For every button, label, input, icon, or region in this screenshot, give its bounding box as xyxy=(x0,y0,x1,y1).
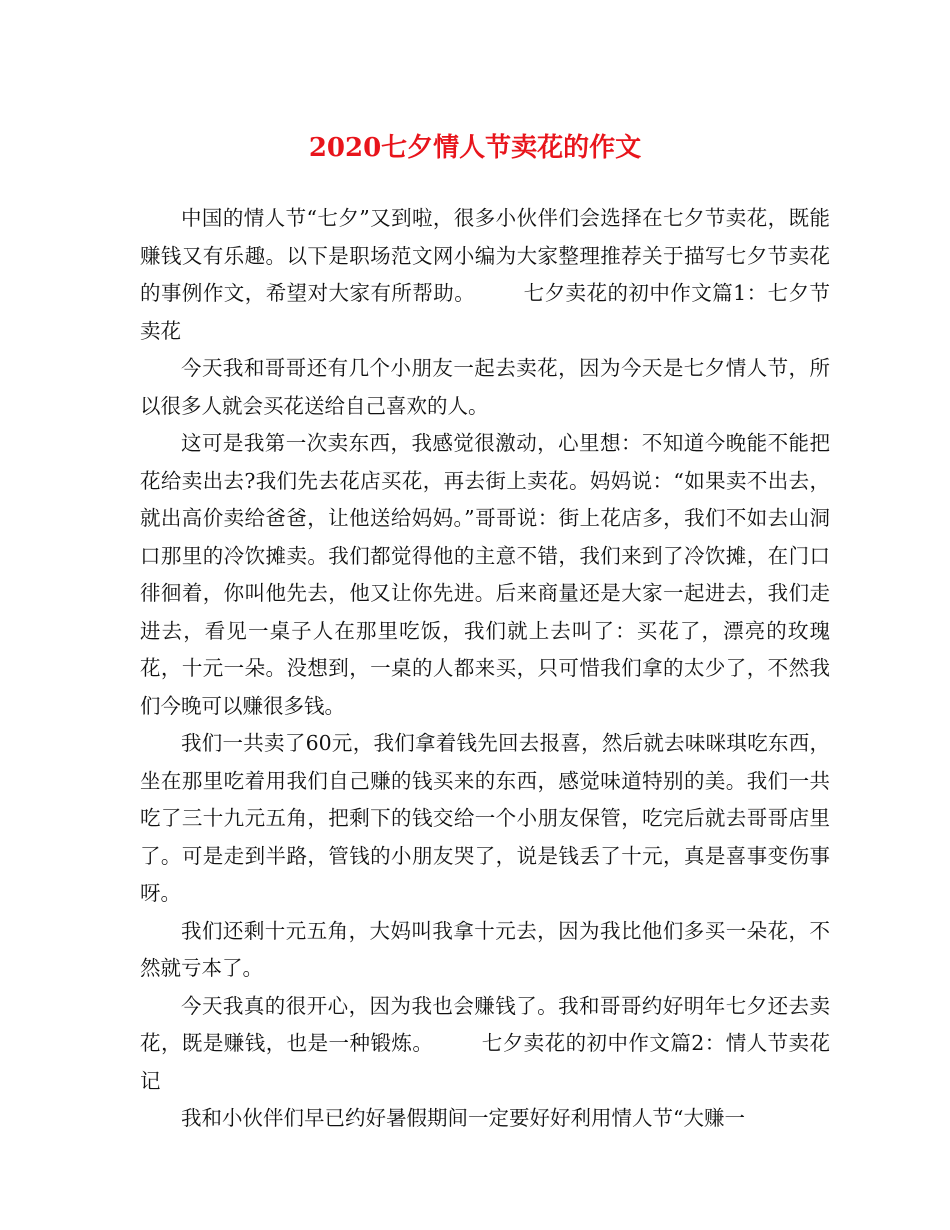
paragraph-text: 我和小伙伴们早已约好暑假期间一定要好好利用情人节“大赚一 xyxy=(181,1106,745,1130)
section-heading: 七夕卖花的初中作文篇1：七夕节卖花 xyxy=(140,281,830,343)
paragraph-text: 我们还剩十元五角，大妈叫我拿十元去，因为我比他们多买一朵花，不然就亏本了。 xyxy=(140,918,830,980)
paragraph xyxy=(140,350,830,425)
paragraph-text: 这可是我第一次卖东西，我感觉很激动，心里想：不知道今晚能不能把花给卖出去?我们先去花店买花，再去街上卖花。妈妈说：“如果卖不出去，就出高价卖给爸爸，让他送给妈妈。”哥哥说：街上花店多，我们不如去山洞口那里的冷饮摊卖。我们都觉得他的主意不错，我们来到了冷饮摊，在门口徘徊着，你叫他先去，他又让你先进。后来商量还是大家一起进去，我们走进去，看见一桌子人在那里吃饭，我们就上去叫了：买花了，漂亮的玫瑰花，十元一朵。没想到，一桌的人都来买，只可惜我们拿的太少了，不然我们今晚可以赚很多钱。 xyxy=(140,431,830,718)
paragraph xyxy=(140,988,830,1101)
section-heading: 七夕卖花的初中作文篇2：情人节卖花记 xyxy=(140,1031,831,1093)
paragraph-text: 我们一共卖了60元，我们拿着钱先回去报喜，然后就去味咪琪吃东西，坐在那里吃着用我们自己赚的钱买来的东西，感觉味道特别的美。我们一共吃了三十九元五角，把剩下的钱交给一个小朋友保管，吃完后就去哥哥店里了。可是走到半路，管钱的小朋友哭了，说是钱丢了十元，真是喜事变伤事呀。 xyxy=(140,731,830,905)
paragraph-text: 今天我和哥哥还有几个小朋友一起去卖花，因为今天是七夕情人节，所以很多人就会买花送给自己喜欢的人。 xyxy=(140,356,830,418)
paragraph xyxy=(140,725,830,913)
paragraph-text: 中国的情人节“七夕”又到啦，很多小伙伴们会选择在七夕节卖花，既能赚钱又有乐趣。以下是职场范文网小编为大家整理推荐关于描写七夕节卖花的事例作文，希望对大家有所帮助。 xyxy=(140,206,830,305)
paragraph xyxy=(140,425,830,725)
page-title: 2020七夕情人节卖花的作文 xyxy=(308,133,642,163)
paragraph xyxy=(140,1100,830,1138)
paragraph xyxy=(140,200,830,350)
article-body xyxy=(140,200,830,1138)
paragraph xyxy=(140,913,830,988)
paragraph-text: 今天我真的很开心，因为我也会赚钱了。我和哥哥约好明年七夕还去卖花，既是赚钱，也是一种锻炼。 xyxy=(140,993,830,1055)
